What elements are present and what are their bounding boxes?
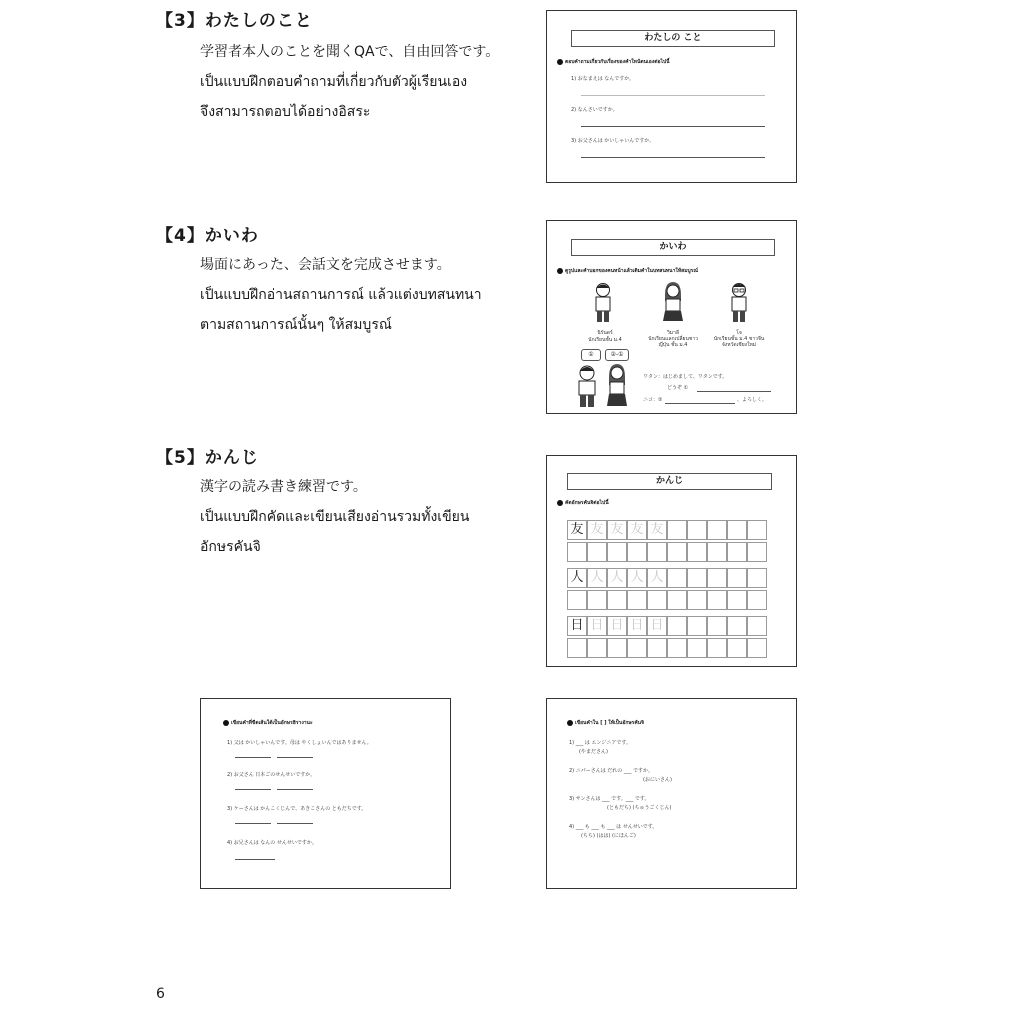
desc-line: 漢字の読み書き練習です。 [200, 479, 367, 495]
person-name: วิมาลี [667, 330, 679, 336]
desc-line: เป็นแบบฝึกอ่านสถานการณ์ แล้วแต่งบทสนทนา [200, 287, 482, 303]
desc-line: จึงสามารถตอบได้อย่างอิสระ [200, 104, 371, 120]
kanji-trace: 日 [647, 616, 667, 636]
reading-practice-grid [567, 542, 769, 562]
dialogue-line: どうぞ ① [667, 385, 689, 391]
kanji-model: 友 [567, 520, 587, 540]
exercise-item: 3) サンさんは ___ です。___ です。 [569, 796, 650, 802]
speech-bubble: ②-① [605, 349, 629, 361]
answer-line [277, 757, 313, 758]
section-5-description [200, 472, 535, 562]
dialogue-line: ニコ：② [643, 397, 663, 403]
thumb-instruction: ดูรูปและคำบอกของคนหน้าแล้วเติมคำในบทสนทนาให้สมบูรณ์ [557, 267, 698, 275]
exercise-item: 4) ___ も ___ も ___ は せんせいです。 [569, 824, 658, 830]
kanji-practice-grid [567, 616, 769, 636]
kanji-trace: 友 [587, 520, 607, 540]
speech-bubble: ① [581, 349, 601, 361]
kanji-practice-grid [567, 520, 769, 540]
page-number: 6 [156, 986, 165, 1002]
dialogue-line: ワタン：はじめまして、ワタンです。 [643, 374, 728, 380]
person-info: นักเรียนแลกเปลี่ยนชาวญี่ปุ่น ชั้น ม.4 [648, 336, 698, 348]
section-5-heading: 【5】かんじ [156, 448, 259, 468]
reading-practice-grid [567, 590, 769, 610]
person-info: นักเรียนชั้น ม.4 [588, 337, 622, 343]
question: 1) おなまえは なんですか。 [571, 76, 635, 82]
thumbnail-kanji-writing-exercise [546, 698, 797, 889]
kanji-trace: 人 [627, 568, 647, 588]
exercise-hint: (ちち) (はは) (にほんご) [581, 833, 636, 839]
dialogue-line: 、よろしく。 [737, 397, 767, 403]
exercise-item: 3) ケーさんは かんこくじんで、あきこさんの ともだちです。 [227, 806, 367, 812]
answer-line [235, 823, 271, 824]
kanji-model: 日 [567, 616, 587, 636]
answer-line [277, 789, 313, 790]
boy-glasses-illustration-icon [727, 281, 751, 323]
boy-illustration-icon [591, 281, 615, 323]
question: 2) なんさいですか。 [571, 107, 618, 113]
desc-line: เป็นแบบฝึกตอบคำถามที่เกี่ยวกับตัวผู้เรียนเอง [200, 74, 468, 90]
desc-line: 場面にあった、会話文を完成させます。 [200, 257, 451, 273]
answer-line [581, 157, 765, 158]
question: 3) お父さんは かいしゃいんですか。 [571, 138, 655, 144]
section-4-description [200, 250, 535, 340]
kanji-model: 人 [567, 568, 587, 588]
answer-line [697, 391, 771, 392]
exercise-item: 2) ニパーさんは だれの ___ ですか。 [569, 768, 653, 774]
exercise-hint: (ともだち) (ちゅうごくじん) [607, 805, 672, 811]
answer-line [277, 823, 313, 824]
desc-line: อักษรคันจิ [200, 539, 261, 555]
desc-line: 学習者本人のことを聞くQAで、自由回答です。 [200, 44, 500, 60]
answer-line [235, 789, 271, 790]
desc-line: ตามสถานการณ์นั้นๆ ให้สมบูรณ์ [200, 317, 392, 333]
person-name: โจ [736, 330, 742, 336]
exercise-item: 2) お父さん 日本ごのせんせいですか。 [227, 772, 316, 778]
answer-line [665, 403, 735, 404]
kanji-trace: 日 [627, 616, 647, 636]
kanji-trace: 日 [607, 616, 627, 636]
thumb-instruction: เขียนคำที่ขีดเส้นใต้เป็นอักษรฮิรางานะ [223, 719, 313, 727]
thumbnail-kaiwa [546, 220, 797, 414]
number-bullet-icon [567, 720, 573, 726]
exercise-item: 1) 父は かいしゃいんです。母は やくしょいんではありません。 [227, 740, 372, 746]
desc-line: เป็นแบบฝึกคัดและเขียนเสียงอ่านรวมทั้งเขียน [200, 509, 470, 525]
answer-line [581, 126, 765, 127]
person-name: นิรันดร์ [597, 330, 613, 336]
thumb-title: かんじ [567, 473, 772, 490]
kanji-trace: 人 [607, 568, 627, 588]
exercise-hint: (やまださん) [579, 749, 608, 755]
section-4-heading: 【4】かいわ [156, 226, 259, 246]
section-3-heading: 【3】わたしのこと [156, 11, 313, 31]
kanji-trace: 友 [627, 520, 647, 540]
thumb-instruction: คัดอักษรคันจิต่อไปนี้ [557, 499, 609, 507]
answer-line [235, 859, 275, 860]
thumbnail-kanji [546, 455, 797, 667]
two-students-illustration-icon [575, 363, 631, 409]
section-3-description [200, 37, 535, 127]
thumbnail-hiragana-exercise [200, 698, 451, 889]
number-bullet-icon [557, 59, 563, 65]
answer-line [581, 95, 765, 96]
exercise-item: 4) お兄さんは なんの せんせいですか。 [227, 840, 317, 846]
number-bullet-icon [557, 268, 563, 274]
thumb-instruction: ตอบคำถามเกี่ยวกับเรื่องของคำใหน้ตนเองต่อไปนี้ [557, 58, 670, 66]
kanji-trace: 人 [647, 568, 667, 588]
exercise-hint: (おにいさん) [643, 777, 672, 783]
exercise-item: 1) ___ は エンジニアです。 [569, 740, 632, 746]
kanji-trace: 友 [647, 520, 667, 540]
thumb-instruction: เขียนคำใน [ ] ให้เป็นอักษรคันจิ [567, 719, 644, 727]
kanji-trace: 日 [587, 616, 607, 636]
number-bullet-icon [557, 500, 563, 506]
kanji-practice-grid [567, 568, 769, 588]
kanji-trace: 人 [587, 568, 607, 588]
thumbnail-watashi [546, 10, 797, 183]
kanji-trace: 友 [607, 520, 627, 540]
answer-line [235, 757, 271, 758]
girl-illustration-icon [661, 281, 685, 323]
thumb-title: わたしの こと [571, 30, 775, 47]
number-bullet-icon [223, 720, 229, 726]
person-info: นักเรียนชั้น ม.4 ชาวจีน จังหวัดเชียงใหม่ [713, 336, 765, 348]
thumb-title: かいわ [571, 239, 775, 256]
reading-practice-grid [567, 638, 769, 658]
